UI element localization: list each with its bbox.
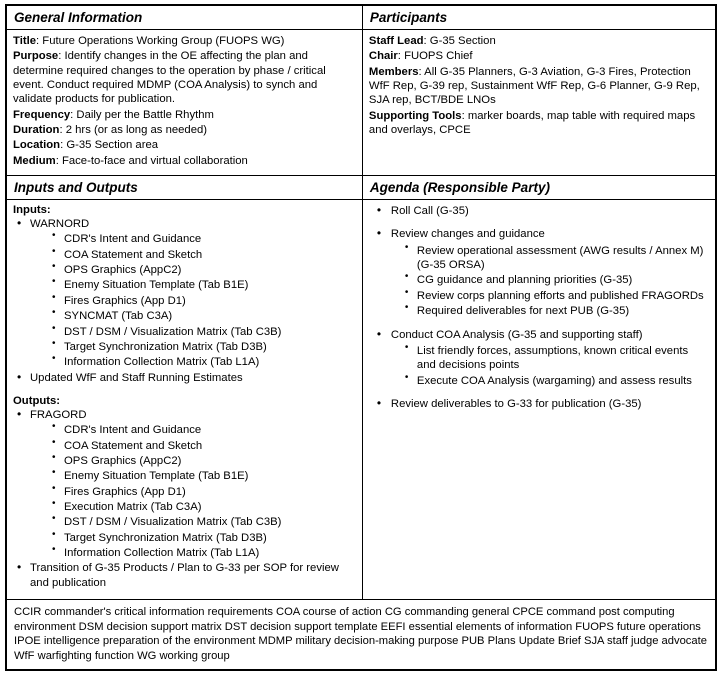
list-item: • Execute COA Analysis (wargaming) and assess results: [391, 374, 709, 388]
agenda-sublist-1: [391, 244, 709, 319]
agenda-body: [363, 200, 715, 426]
list-item: • Required deliverables for next PUB (G-35): [391, 304, 709, 318]
general-information-cell: [7, 30, 363, 176]
pt-field-members: Members: All G-35 Planners, G-3 Aviation, G-3 Fires, Protection WfF Rep, G-39 rep, Sustainment WfF Rep, G-6 Planner, G-9 Rep, SJA rep, BCT/BDE LNOs: [368, 65, 700, 107]
list-item: • Enemy Situation Template (Tab B1E): [30, 278, 356, 292]
list-item: • Target Synchronization Matrix (Tab D3B): [30, 531, 356, 545]
gi-field-frequency: Frequency: Daily per the Battle Rhythm: [13, 108, 214, 121]
inputs-label: Inputs:: [13, 204, 51, 217]
legend-cell: [7, 600, 716, 670]
legend-text: CCIR commander's critical information requirements COA course of action CG commanding general CPCE command post computing environment DSM decision support matrix DST decision support template EEFI essential elements of information FUOPS future operations IPOE intelligence preparation of the environment MDMP military decision-making purpose PUB Plans Update Brief SJA staff judge advocate WfF warfighting function WG working group: [14, 606, 707, 662]
gi-field-duration: Duration: 2 hrs (or as long as needed): [13, 124, 208, 137]
list-item: • Target Synchronization Matrix (Tab D3B): [30, 340, 356, 354]
list-item: • Conduct COA Analysis (G-35 and supporting staff) • List friendly forces, assumptions, known critical events and decisions points • Execute COA Analysis (wargaming) and assess results: [369, 328, 709, 388]
list-item: • COA Statement and Sketch: [30, 439, 356, 453]
pt-field-chair: Chair: FUOPS Chief: [368, 50, 473, 63]
inputs-list: [13, 217, 356, 385]
general-information-title: General Information: [14, 10, 143, 25]
gi-field-purpose: Purpose: Identify changes in the OE affecting the plan and determine required changes to the operation by phase / critical event. Conduct required MDMP (COA Analysis) to synch and validate products for publication.: [13, 50, 326, 106]
list-item: • Roll Call (G-35): [369, 204, 709, 218]
list-item: • Updated WfF and Staff Running Estimates: [13, 371, 356, 385]
inputs-outputs-body: [7, 200, 362, 599]
gi-field-title: Title: Future Operations Working Group (FUOPS WG): [13, 35, 285, 47]
list-item: • CG guidance and planning priorities (G-35): [391, 273, 709, 287]
participants-body: [363, 30, 715, 144]
pt-field-staff-lead: Staff Lead: G-35 Section: [368, 35, 496, 47]
gi-field-medium: Medium: Face-to-face and virtual collaboration: [13, 154, 248, 167]
list-item: • Review changes and guidance • Review operational assessment (AWG results / Annex M) (G-35 ORSA) • CG guidance and planning priorities (G-35) • Review corps planning efforts and published FRAGORDs • Required deliverables for next PUB (G-35): [369, 227, 709, 318]
agenda-sublist-2: [391, 344, 709, 388]
chart-table: [5, 4, 717, 671]
list-item: • WARNORD • CDR's Intent and Guidance • COA Statement and Sketch • OPS Graphics (AppC2) • Enemy Situation Template (Tab B1E) • Fires Graphics (App D1) • SYNCMAT (Tab C3A) • DST / DSM / Visualization Matrix (Tab C3B) • Target Synchronization Matrix (Tab D3B) • Information Collection Matrix (Tab L1A): [13, 217, 356, 369]
general-information-body: [7, 30, 362, 175]
outputs-sublist: [30, 423, 356, 560]
list-item: • Information Collection Matrix (Tab L1A): [30, 546, 356, 560]
inputs-outputs-title: Inputs and Outputs: [14, 180, 138, 196]
io-spacer: [13, 386, 356, 395]
list-item: • FRAGORD • CDR's Intent and Guidance • COA Statement and Sketch • OPS Graphics (AppC2) • Enemy Situation Template (Tab B1E) • Fires Graphics (App D1) • Execution Matrix (Tab C3A) • DST / DSM / Visualization Matrix (Tab C3B) • Target Synchronization Matrix (Tab D3B) • Information Collection Matrix (Tab L1A): [13, 408, 356, 560]
inputs-sublist: [30, 232, 356, 369]
pt-field-supporting-tools: Supporting Tools: marker boards, map table with required maps and overlays, CPCE: [368, 109, 696, 137]
list-item: • Review corps planning efforts and published FRAGORDs: [391, 289, 709, 303]
agenda-header-cell: [362, 176, 715, 200]
list-item: • Fires Graphics (App D1): [30, 485, 356, 499]
inputs-outputs-cell: [7, 200, 363, 600]
list-item: • Enemy Situation Template (Tab B1E): [30, 469, 356, 483]
inputs-outputs-header-cell: [7, 176, 363, 200]
main-grid: [6, 5, 716, 670]
agenda-list: [369, 204, 709, 411]
participants-header-cell: [362, 6, 715, 30]
list-item: • Information Collection Matrix (Tab L1A): [30, 355, 356, 369]
list-item: • DST / DSM / Visualization Matrix (Tab C3B): [30, 515, 356, 529]
list-item: • List friendly forces, assumptions, known critical events and decisions points: [391, 344, 709, 373]
list-item: • Transition of G-35 Products / Plan to G-33 per SOP for review and publication: [13, 561, 356, 590]
list-item: • Fires Graphics (App D1): [30, 294, 356, 308]
list-item: • OPS Graphics (AppC2): [30, 263, 356, 277]
list-item: • OPS Graphics (AppC2): [30, 454, 356, 468]
outputs-list: [13, 408, 356, 590]
gi-field-location: Location: G-35 Section area: [13, 139, 159, 152]
participants-title: Participants: [369, 10, 448, 25]
list-item: • Execution Matrix (Tab C3A): [30, 500, 356, 514]
list-item: • Review deliverables to G-33 for publication (G-35): [369, 397, 709, 411]
outputs-label: Outputs:: [13, 394, 61, 407]
list-item: • COA Statement and Sketch: [30, 248, 356, 262]
list-item: • CDR's Intent and Guidance: [30, 232, 356, 246]
list-item: • CDR's Intent and Guidance: [30, 423, 356, 437]
participants-cell: [362, 30, 715, 176]
list-item: • DST / DSM / Visualization Matrix (Tab C3B): [30, 325, 356, 339]
list-item: • SYNCMAT (Tab C3A): [30, 309, 356, 323]
agenda-title: Agenda (Responsible Party): [369, 180, 550, 196]
agenda-cell: [362, 200, 715, 600]
general-information-header-cell: [7, 6, 363, 30]
list-item: • Review operational assessment (AWG results / Annex M) (G-35 ORSA): [391, 244, 709, 273]
